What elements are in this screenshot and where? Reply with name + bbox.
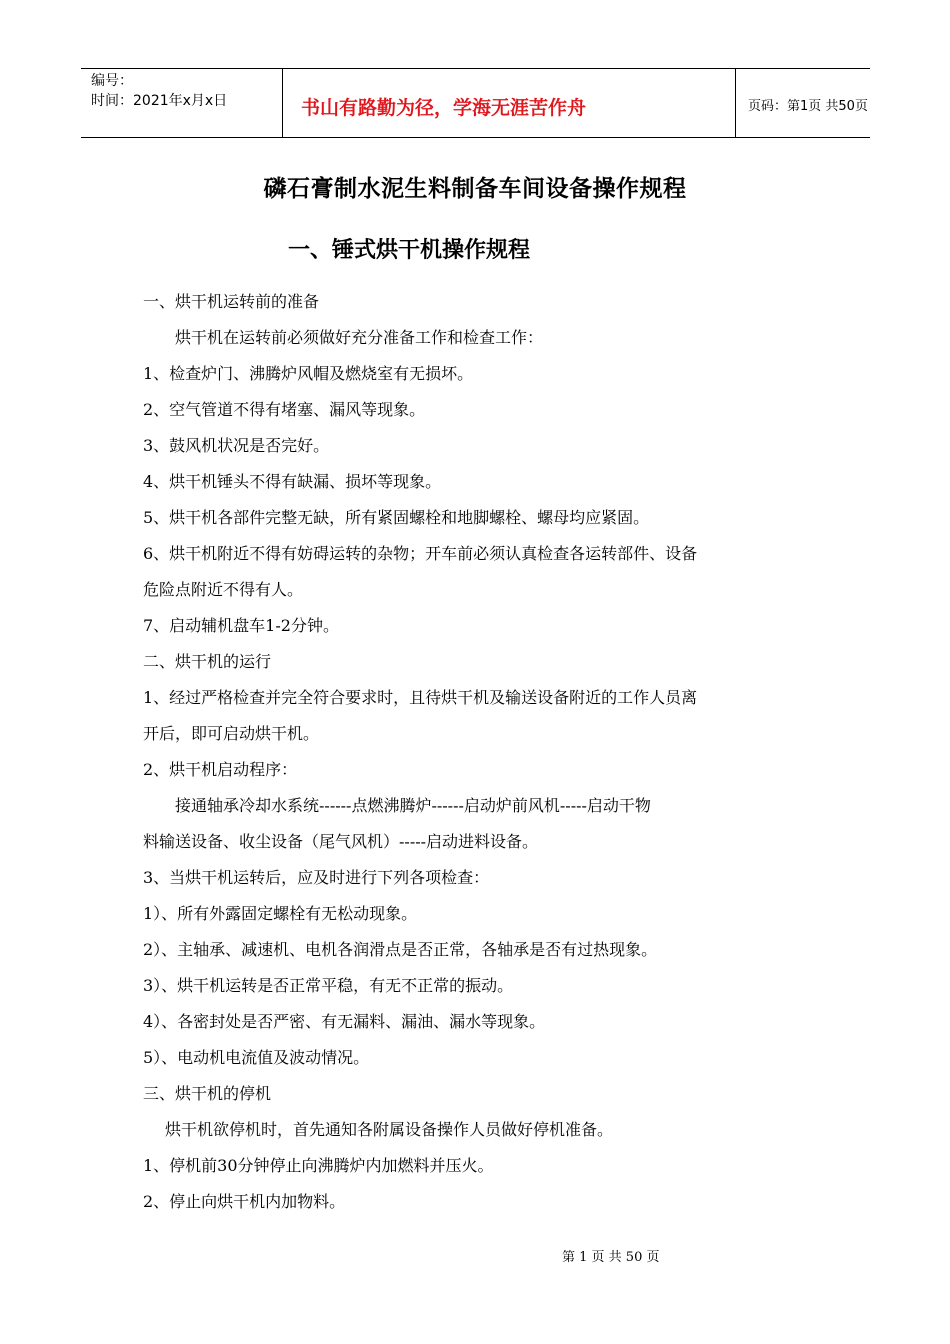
number-label: 编号： [91, 73, 133, 89]
list-item: 7、启动辅机盘车1-2分钟。 [143, 616, 339, 635]
page-info: 页码：第1页 共50页 [748, 99, 868, 114]
header-meta-cell [81, 69, 282, 137]
header-table [81, 68, 870, 138]
date-label: 时间：2021年x月x日 [91, 93, 228, 109]
list-item-continuation: 危险点附近不得有人。 [143, 580, 304, 599]
list-item: 3、鼓风机状况是否完好。 [143, 436, 330, 455]
list-item: 1、经过严格检查并完全符合要求时，且待烘干机及输送设备附近的工作人员离 [143, 688, 698, 707]
sub-list-item: 3）、烘干机运转是否正常平稳，有无不正常的振动。 [143, 976, 514, 995]
paragraph-continuation: 料输送设备、收尘设备（尾气风机）-----启动进料设备。 [143, 832, 539, 851]
paragraph-line: 接通轴承冷却水系统------点燃沸腾炉------启动炉前风机-----启动干物 [175, 796, 651, 815]
header-motto-cell [282, 69, 736, 137]
document-title: 磷石膏制水泥生料制备车间设备操作规程 [263, 176, 687, 202]
header-page-cell [736, 69, 870, 137]
sub-list-item: 4）、各密封处是否严密、有无漏料、漏油、漏水等现象。 [143, 1012, 546, 1031]
section-title: 一、锤式烘干机操作规程 [288, 238, 531, 263]
paragraph-line: 烘干机在运转前必须做好充分准备工作和检查工作： [175, 328, 544, 347]
list-item: 3、当烘干机运转后，应及时进行下列各项检查： [143, 868, 490, 887]
list-item: 1、检查炉门、沸腾炉风帽及燃烧室有无损坏。 [143, 364, 474, 383]
list-item: 2、烘干机启动程序： [143, 760, 298, 779]
list-item: 4、烘干机锤头不得有缺漏、损坏等现象。 [143, 472, 442, 491]
sub-list-item: 5）、电动机电流值及波动情况。 [143, 1048, 370, 1067]
footer-page-number: 第 1 页 共 50 页 [562, 1250, 660, 1265]
motto: 书山有路勤为径，学海无涯苦作舟 [301, 97, 587, 119]
body-text [143, 284, 823, 1220]
section-heading: 二、烘干机的运行 [143, 652, 272, 671]
list-item: 6、烘干机附近不得有妨碍运转的杂物；开车前必须认真检查各运转部件、设备 [143, 544, 698, 563]
list-item: 2、停止向烘干机内加物料。 [143, 1192, 346, 1211]
sub-list-item: 2）、主轴承、减速机、电机各润滑点是否正常，各轴承是否有过热现象。 [143, 940, 658, 959]
list-item-continuation: 开后，即可启动烘干机。 [143, 724, 320, 743]
list-item: 5、烘干机各部件完整无缺，所有紧固螺栓和地脚螺栓、螺母均应紧固。 [143, 508, 650, 527]
section-heading: 一、烘干机运转前的准备 [143, 292, 320, 311]
sub-list-item: 1）、所有外露固定螺栓有无松动现象。 [143, 904, 418, 923]
list-item: 2、空气管道不得有堵塞、漏风等现象。 [143, 400, 426, 419]
paragraph-line: 烘干机欲停机时，首先通知各附属设备操作人员做好停机准备。 [165, 1120, 614, 1139]
list-item: 1、停机前30分钟停止向沸腾炉内加燃料并压火。 [143, 1156, 494, 1175]
section-heading: 三、烘干机的停机 [143, 1084, 272, 1103]
